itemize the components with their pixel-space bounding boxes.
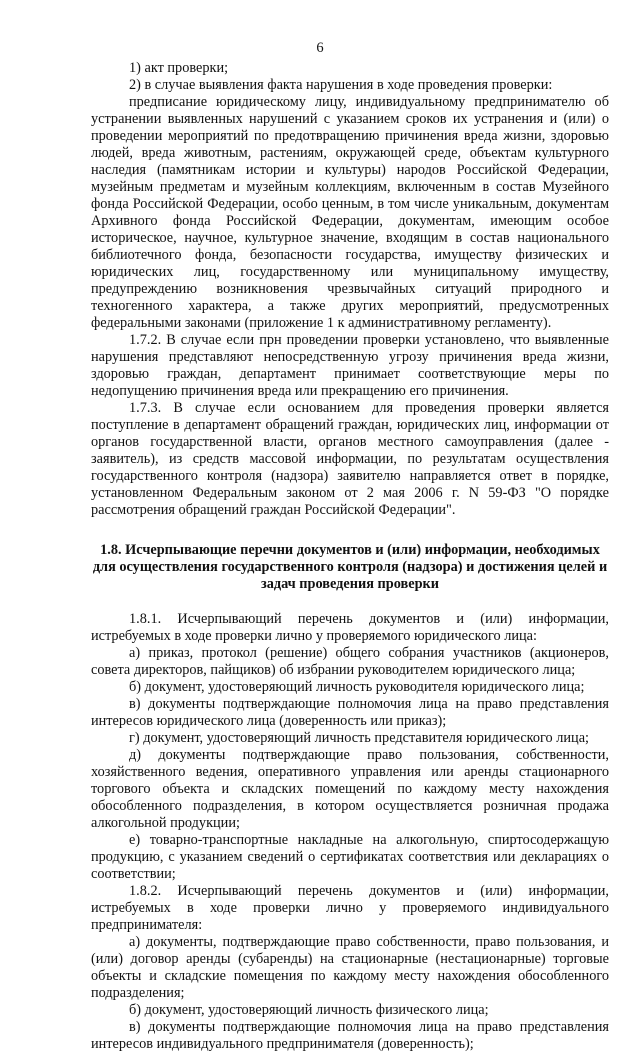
paragraph-1-7-3: 1.7.3. В случае если основанием для проведения проверки является поступление в департамент обращений граждан, юридических лиц, информации от органов государственной власти, органов местного самоуправления (далее - заявитель), из средств массовой информации, по результатам осуществления государственного контроля (надзора) заявителю направляется ответ в порядке, установленном Федеральным законом от 2 мая 2006 г. N 59-ФЗ "О порядке рассмотрения обращений граждан Российской Федерации". xyxy=(91,400,609,518)
item-1-8-1-d: д) документы подтверждающие право пользования, собственности, хозяйственного ведения, оперативного управления или аренды стационарного торгового объекта и складских помещений по каждому месту нахождения обособленного подразделения, в котором осуществляется розничная продажа алкогольной продукции; xyxy=(91,747,609,831)
paragraph-1-8-2-intro: 1.8.2. Исчерпывающий перечень документов и (или) информации, истребуемых в ходе проверки лично у проверяемого индивидуального предпринимателя: xyxy=(91,883,609,933)
item-2-violation: 2) в случае выявления факта нарушения в ходе проведения проверки: xyxy=(129,77,553,93)
page-number: 6 xyxy=(316,40,324,56)
item-1-8-2-b: б) документ, удостоверяющий личность физического лица; xyxy=(129,1002,489,1018)
paragraph-1-8-1-intro: 1.8.1. Исчерпывающий перечень документов и (или) информации, истребуемых в ходе проверки лично у проверяемого юридического лица: xyxy=(91,611,609,644)
item-1-8-2-v: в) документы подтверждающие полномочия лица на право представления интересов индивидуального предпринимателя (доверенность); xyxy=(91,1019,609,1052)
prescription-paragraph: предписание юридическому лицу, индивидуальному предпринимателю об устранении выявленных нарушений с указанием сроков их устранения и (или) о проведении мероприятий по предотвращению причинения вреда жизни, здоровью людей, вреда животным, растениям, окружающей среде, объектам культурного наследия (памятникам истории и культуры) народов Российской Федерации, музейным предметам и музейным коллекциям, включенным в состав Музейного фонда Российской Федерации, особо ценным, в том числе уникальным, документам Архивного фонда Российской Федерации, документам, имеющим особое историческое, научное, культурное значение, входящим в состав национального библиотечного фонда, безопасности государства, имуществу физических и юридических лиц, государственному или муниципальному имуществу, предупреждению возникновения чрезвычайных ситуаций природного и техногенного характера, а также других мероприятий, предусмотренных федеральными законами (приложение 1 к административному регламенту). xyxy=(91,94,609,331)
item-1-8-1-b: б) документ, удостоверяющий личность руководителя юридического лица; xyxy=(129,679,585,695)
item-1-8-1-v: в) документы подтверждающие полномочия лица на право представления интересов юридического лица (доверенность или приказ); xyxy=(91,696,609,729)
item-1-8-2-a: а) документы, подтверждающие право собственности, право пользования, и (или) договор аренды (субаренды) на стационарные (нестационарные) торговые объекты и складские помещения по каждому месту нахождения обособленного подразделения; xyxy=(91,934,609,1001)
item-1-8-1-a: а) приказ, протокол (решение) общего собрания участников (акционеров, совета директоров, пайщиков) об избрании руководителем юридического лица; xyxy=(91,645,609,678)
paragraph-1-7-2: 1.7.2. В случае если прн проведении проверки установлено, что выявленные нарушения представляют непосредственную угрозу причинения вреда жизни, здоровью граждан, департамент принимает соответствующие меры по недопущению причинения вреда или прекращению его причинения. xyxy=(91,332,609,399)
document-body xyxy=(91,60,609,1053)
item-1-8-1-e: е) товарно-транспортные накладные на алкогольную, спиртосодержащую продукцию, с указанием сведений о сертификатах соответствия или декларациях о соответствии; xyxy=(91,832,609,882)
item-1-8-1-g: г) документ, удостоверяющий личность представителя юридического лица; xyxy=(129,730,590,746)
section-heading-1-8: 1.8. Исчерпывающие перечни документов и (или) информации, необходимых для осуществления государственного контроля (надзора) и достижения целей и задач проведения проверки xyxy=(92,542,608,592)
item-1-act: 1) акт проверки; xyxy=(129,60,229,76)
